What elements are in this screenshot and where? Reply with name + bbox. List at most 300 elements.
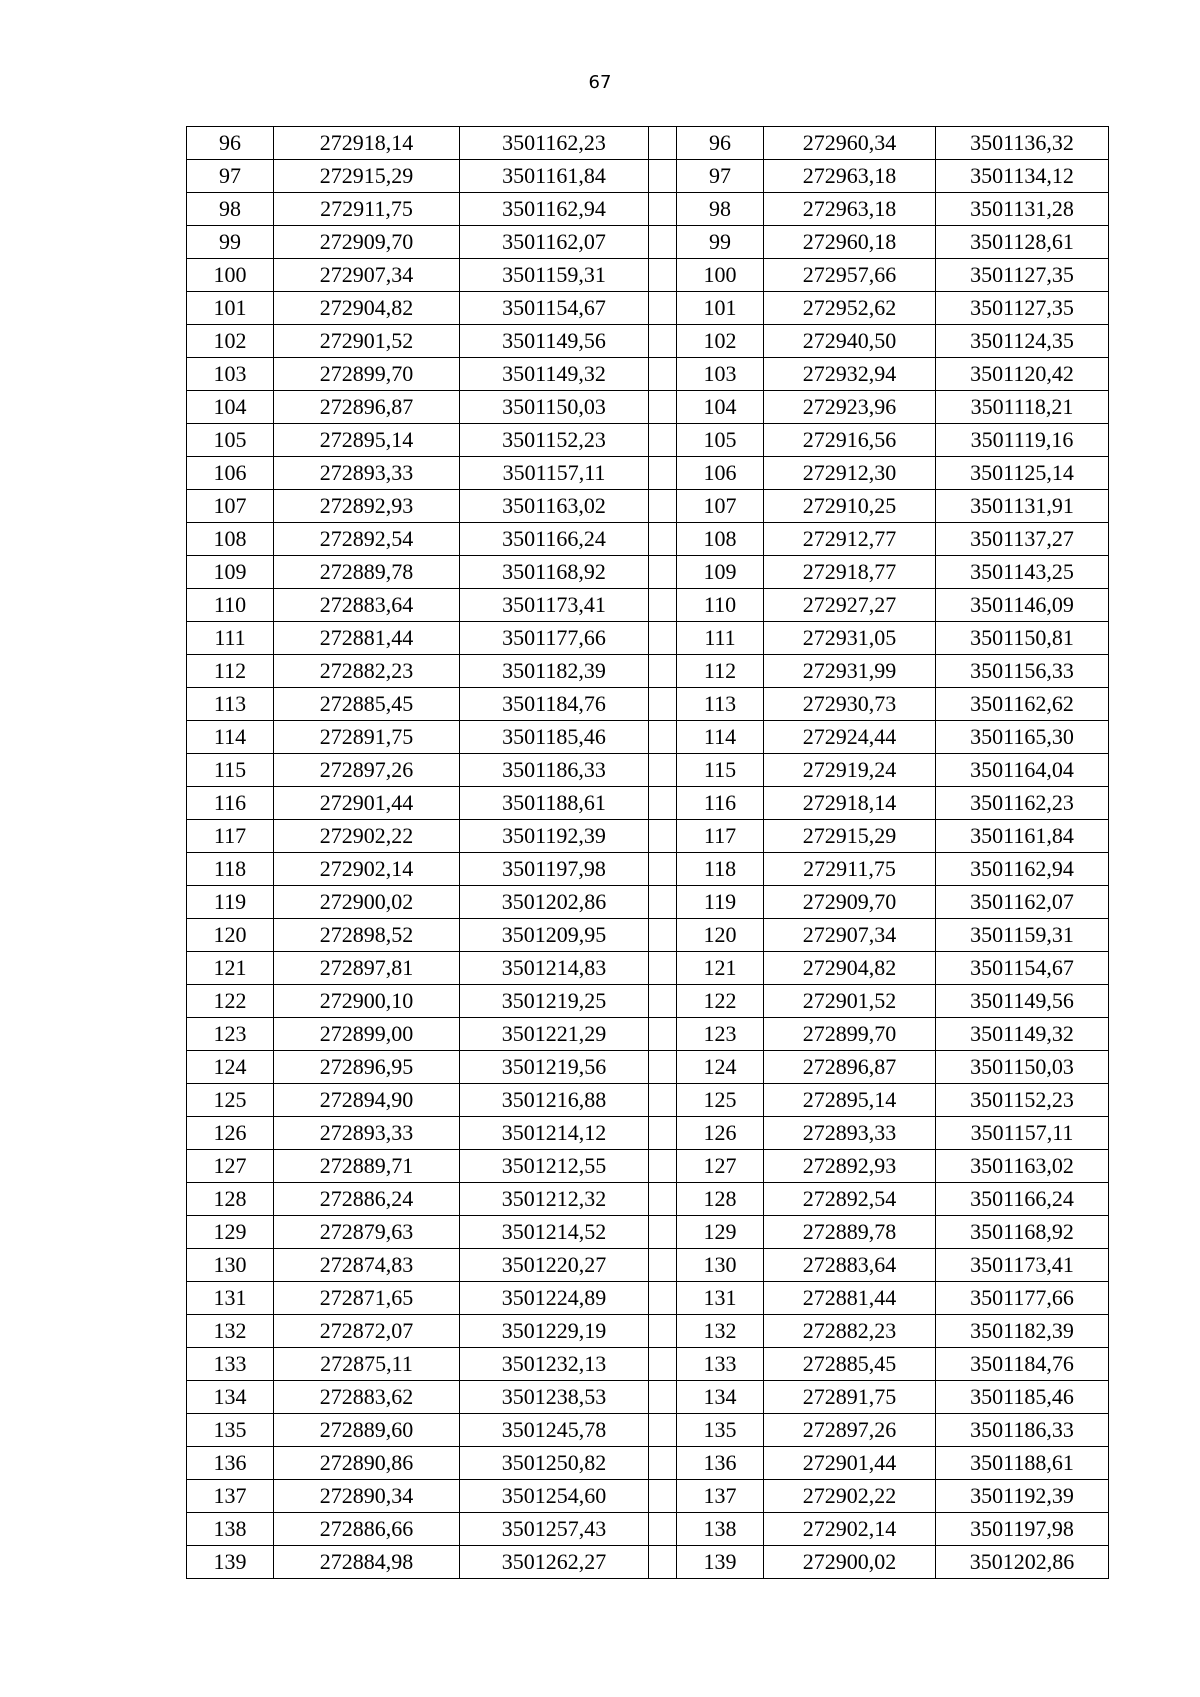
left-point-number-cell: 122 — [187, 985, 274, 1018]
right-x-coordinate-cell: 272940,50 — [764, 325, 936, 358]
left-point-number-cell: 120 — [187, 919, 274, 952]
right-point-number-cell: 100 — [677, 259, 764, 292]
left-y-coordinate-cell: 3501185,46 — [460, 721, 649, 754]
table-row — [187, 226, 1109, 259]
left-x-coordinate-cell: 272886,66 — [274, 1513, 460, 1546]
left-x-coordinate-cell: 272872,07 — [274, 1315, 460, 1348]
right-y-coordinate-cell: 3501127,35 — [936, 259, 1109, 292]
left-point-number-cell: 130 — [187, 1249, 274, 1282]
right-y-coordinate-cell: 3501149,32 — [936, 1018, 1109, 1051]
left-y-coordinate-cell: 3501250,82 — [460, 1447, 649, 1480]
separator-cell — [649, 1084, 677, 1117]
separator-cell — [649, 1183, 677, 1216]
left-x-coordinate-cell: 272889,71 — [274, 1150, 460, 1183]
table-row — [187, 754, 1109, 787]
left-point-number-cell: 115 — [187, 754, 274, 787]
right-point-number-cell: 117 — [677, 820, 764, 853]
separator-cell — [649, 754, 677, 787]
left-x-coordinate-cell: 272902,14 — [274, 853, 460, 886]
left-point-number-cell: 121 — [187, 952, 274, 985]
right-point-number-cell: 135 — [677, 1414, 764, 1447]
right-point-number-cell: 120 — [677, 919, 764, 952]
right-y-coordinate-cell: 3501152,23 — [936, 1084, 1109, 1117]
right-point-number-cell: 126 — [677, 1117, 764, 1150]
left-y-coordinate-cell: 3501202,86 — [460, 886, 649, 919]
separator-cell — [649, 1051, 677, 1084]
left-x-coordinate-cell: 272890,86 — [274, 1447, 460, 1480]
right-x-coordinate-cell: 272891,75 — [764, 1381, 936, 1414]
left-y-coordinate-cell: 3501245,78 — [460, 1414, 649, 1447]
right-point-number-cell: 99 — [677, 226, 764, 259]
right-y-coordinate-cell: 3501182,39 — [936, 1315, 1109, 1348]
right-y-coordinate-cell: 3501188,61 — [936, 1447, 1109, 1480]
separator-cell — [649, 853, 677, 886]
table-row — [187, 1150, 1109, 1183]
left-point-number-cell: 119 — [187, 886, 274, 919]
left-y-coordinate-cell: 3501232,13 — [460, 1348, 649, 1381]
right-y-coordinate-cell: 3501136,32 — [936, 127, 1109, 160]
table-row — [187, 1084, 1109, 1117]
left-point-number-cell: 111 — [187, 622, 274, 655]
right-y-coordinate-cell: 3501162,23 — [936, 787, 1109, 820]
separator-cell — [649, 589, 677, 622]
table-row — [187, 358, 1109, 391]
table-row — [187, 985, 1109, 1018]
left-y-coordinate-cell: 3501157,11 — [460, 457, 649, 490]
left-x-coordinate-cell: 272896,87 — [274, 391, 460, 424]
left-y-coordinate-cell: 3501168,92 — [460, 556, 649, 589]
left-y-coordinate-cell: 3501159,31 — [460, 259, 649, 292]
left-y-coordinate-cell: 3501219,56 — [460, 1051, 649, 1084]
right-x-coordinate-cell: 272892,93 — [764, 1150, 936, 1183]
left-x-coordinate-cell: 272892,93 — [274, 490, 460, 523]
right-y-coordinate-cell: 3501118,21 — [936, 391, 1109, 424]
right-x-coordinate-cell: 272902,22 — [764, 1480, 936, 1513]
right-x-coordinate-cell: 272963,18 — [764, 160, 936, 193]
right-point-number-cell: 116 — [677, 787, 764, 820]
left-y-coordinate-cell: 3501161,84 — [460, 160, 649, 193]
left-y-coordinate-cell: 3501150,03 — [460, 391, 649, 424]
table-row — [187, 490, 1109, 523]
right-x-coordinate-cell: 272907,34 — [764, 919, 936, 952]
table-row — [187, 1249, 1109, 1282]
right-x-coordinate-cell: 272901,44 — [764, 1447, 936, 1480]
right-point-number-cell: 97 — [677, 160, 764, 193]
left-point-number-cell: 104 — [187, 391, 274, 424]
table-row — [187, 325, 1109, 358]
right-point-number-cell: 108 — [677, 523, 764, 556]
right-x-coordinate-cell: 272893,33 — [764, 1117, 936, 1150]
left-x-coordinate-cell: 272885,45 — [274, 688, 460, 721]
left-y-coordinate-cell: 3501214,83 — [460, 952, 649, 985]
right-x-coordinate-cell: 272911,75 — [764, 853, 936, 886]
left-point-number-cell: 112 — [187, 655, 274, 688]
left-point-number-cell: 106 — [187, 457, 274, 490]
separator-cell — [649, 655, 677, 688]
right-x-coordinate-cell: 272910,25 — [764, 490, 936, 523]
left-point-number-cell: 101 — [187, 292, 274, 325]
left-x-coordinate-cell: 272882,23 — [274, 655, 460, 688]
right-y-coordinate-cell: 3501186,33 — [936, 1414, 1109, 1447]
left-y-coordinate-cell: 3501192,39 — [460, 820, 649, 853]
right-point-number-cell: 132 — [677, 1315, 764, 1348]
right-y-coordinate-cell: 3501202,86 — [936, 1546, 1109, 1579]
right-point-number-cell: 130 — [677, 1249, 764, 1282]
left-point-number-cell: 117 — [187, 820, 274, 853]
right-y-coordinate-cell: 3501150,81 — [936, 622, 1109, 655]
left-x-coordinate-cell: 272896,95 — [274, 1051, 460, 1084]
separator-cell — [649, 622, 677, 655]
right-point-number-cell: 125 — [677, 1084, 764, 1117]
right-point-number-cell: 122 — [677, 985, 764, 1018]
left-x-coordinate-cell: 272893,33 — [274, 457, 460, 490]
left-y-coordinate-cell: 3501257,43 — [460, 1513, 649, 1546]
left-x-coordinate-cell: 272894,90 — [274, 1084, 460, 1117]
left-y-coordinate-cell: 3501212,32 — [460, 1183, 649, 1216]
left-point-number-cell: 110 — [187, 589, 274, 622]
table-row — [187, 1513, 1109, 1546]
table-row — [187, 127, 1109, 160]
left-point-number-cell: 134 — [187, 1381, 274, 1414]
left-x-coordinate-cell: 272902,22 — [274, 820, 460, 853]
left-x-coordinate-cell: 272897,81 — [274, 952, 460, 985]
left-x-coordinate-cell: 272886,24 — [274, 1183, 460, 1216]
right-x-coordinate-cell: 272892,54 — [764, 1183, 936, 1216]
table-row — [187, 1480, 1109, 1513]
table-row — [187, 523, 1109, 556]
table-row — [187, 1051, 1109, 1084]
right-x-coordinate-cell: 272882,23 — [764, 1315, 936, 1348]
separator-cell — [649, 1447, 677, 1480]
right-x-coordinate-cell: 272919,24 — [764, 754, 936, 787]
right-x-coordinate-cell: 272901,52 — [764, 985, 936, 1018]
table-row — [187, 1183, 1109, 1216]
right-point-number-cell: 138 — [677, 1513, 764, 1546]
right-point-number-cell: 105 — [677, 424, 764, 457]
right-y-coordinate-cell: 3501165,30 — [936, 721, 1109, 754]
left-point-number-cell: 108 — [187, 523, 274, 556]
right-point-number-cell: 114 — [677, 721, 764, 754]
table-row — [187, 391, 1109, 424]
left-point-number-cell: 114 — [187, 721, 274, 754]
left-x-coordinate-cell: 272907,34 — [274, 259, 460, 292]
left-y-coordinate-cell: 3501197,98 — [460, 853, 649, 886]
left-y-coordinate-cell: 3501229,19 — [460, 1315, 649, 1348]
separator-cell — [649, 1381, 677, 1414]
left-y-coordinate-cell: 3501214,52 — [460, 1216, 649, 1249]
left-point-number-cell: 105 — [187, 424, 274, 457]
left-point-number-cell: 99 — [187, 226, 274, 259]
right-y-coordinate-cell: 3501134,12 — [936, 160, 1109, 193]
left-point-number-cell: 135 — [187, 1414, 274, 1447]
left-y-coordinate-cell: 3501216,88 — [460, 1084, 649, 1117]
separator-cell — [649, 952, 677, 985]
left-y-coordinate-cell: 3501188,61 — [460, 787, 649, 820]
left-point-number-cell: 128 — [187, 1183, 274, 1216]
right-x-coordinate-cell: 272930,73 — [764, 688, 936, 721]
right-x-coordinate-cell: 272963,18 — [764, 193, 936, 226]
left-y-coordinate-cell: 3501254,60 — [460, 1480, 649, 1513]
left-point-number-cell: 127 — [187, 1150, 274, 1183]
right-point-number-cell: 131 — [677, 1282, 764, 1315]
coordinates-table — [186, 126, 1109, 1579]
left-x-coordinate-cell: 272915,29 — [274, 160, 460, 193]
right-point-number-cell: 110 — [677, 589, 764, 622]
right-x-coordinate-cell: 272889,78 — [764, 1216, 936, 1249]
left-x-coordinate-cell: 272889,78 — [274, 556, 460, 589]
right-y-coordinate-cell: 3501161,84 — [936, 820, 1109, 853]
right-y-coordinate-cell: 3501168,92 — [936, 1216, 1109, 1249]
left-point-number-cell: 96 — [187, 127, 274, 160]
left-point-number-cell: 113 — [187, 688, 274, 721]
right-point-number-cell: 129 — [677, 1216, 764, 1249]
right-x-coordinate-cell: 272957,66 — [764, 259, 936, 292]
table-row — [187, 1348, 1109, 1381]
left-y-coordinate-cell: 3501220,27 — [460, 1249, 649, 1282]
table-row — [187, 622, 1109, 655]
page-number: 67 — [588, 72, 612, 93]
right-y-coordinate-cell: 3501120,42 — [936, 358, 1109, 391]
left-x-coordinate-cell: 272881,44 — [274, 622, 460, 655]
left-x-coordinate-cell: 272899,70 — [274, 358, 460, 391]
left-point-number-cell: 102 — [187, 325, 274, 358]
right-x-coordinate-cell: 272897,26 — [764, 1414, 936, 1447]
left-y-coordinate-cell: 3501182,39 — [460, 655, 649, 688]
left-x-coordinate-cell: 272901,44 — [274, 787, 460, 820]
right-y-coordinate-cell: 3501124,35 — [936, 325, 1109, 358]
right-y-coordinate-cell: 3501177,66 — [936, 1282, 1109, 1315]
separator-cell — [649, 1480, 677, 1513]
table-row — [187, 292, 1109, 325]
left-y-coordinate-cell: 3501209,95 — [460, 919, 649, 952]
right-y-coordinate-cell: 3501157,11 — [936, 1117, 1109, 1150]
separator-cell — [649, 919, 677, 952]
separator-cell — [649, 259, 677, 292]
left-y-coordinate-cell: 3501152,23 — [460, 424, 649, 457]
separator-cell — [649, 1117, 677, 1150]
left-x-coordinate-cell: 272879,63 — [274, 1216, 460, 1249]
separator-cell — [649, 820, 677, 853]
left-x-coordinate-cell: 272883,64 — [274, 589, 460, 622]
right-x-coordinate-cell: 272960,18 — [764, 226, 936, 259]
left-x-coordinate-cell: 272897,26 — [274, 754, 460, 787]
table-row — [187, 589, 1109, 622]
right-x-coordinate-cell: 272915,29 — [764, 820, 936, 853]
table-row — [187, 1216, 1109, 1249]
table-row — [187, 457, 1109, 490]
left-x-coordinate-cell: 272871,65 — [274, 1282, 460, 1315]
right-point-number-cell: 121 — [677, 952, 764, 985]
separator-cell — [649, 1546, 677, 1579]
right-x-coordinate-cell: 272881,44 — [764, 1282, 936, 1315]
right-y-coordinate-cell: 3501162,07 — [936, 886, 1109, 919]
separator-cell — [649, 1348, 677, 1381]
left-y-coordinate-cell: 3501162,94 — [460, 193, 649, 226]
right-y-coordinate-cell: 3501149,56 — [936, 985, 1109, 1018]
separator-cell — [649, 490, 677, 523]
right-x-coordinate-cell: 272952,62 — [764, 292, 936, 325]
right-point-number-cell: 124 — [677, 1051, 764, 1084]
table-row — [187, 952, 1109, 985]
left-y-coordinate-cell: 3501219,25 — [460, 985, 649, 1018]
left-point-number-cell: 107 — [187, 490, 274, 523]
right-y-coordinate-cell: 3501156,33 — [936, 655, 1109, 688]
left-x-coordinate-cell: 272911,75 — [274, 193, 460, 226]
left-x-coordinate-cell: 272904,82 — [274, 292, 460, 325]
right-x-coordinate-cell: 272931,05 — [764, 622, 936, 655]
table-row — [187, 160, 1109, 193]
right-y-coordinate-cell: 3501166,24 — [936, 1183, 1109, 1216]
separator-cell — [649, 688, 677, 721]
left-point-number-cell: 125 — [187, 1084, 274, 1117]
left-y-coordinate-cell: 3501184,76 — [460, 688, 649, 721]
right-x-coordinate-cell: 272900,02 — [764, 1546, 936, 1579]
left-x-coordinate-cell: 272899,00 — [274, 1018, 460, 1051]
table-row — [187, 1546, 1109, 1579]
table-row — [187, 721, 1109, 754]
table-row — [187, 1282, 1109, 1315]
left-point-number-cell: 124 — [187, 1051, 274, 1084]
left-point-number-cell: 116 — [187, 787, 274, 820]
right-x-coordinate-cell: 272909,70 — [764, 886, 936, 919]
table-row — [187, 1447, 1109, 1480]
left-x-coordinate-cell: 272898,52 — [274, 919, 460, 952]
separator-cell — [649, 1150, 677, 1183]
right-point-number-cell: 118 — [677, 853, 764, 886]
right-y-coordinate-cell: 3501192,39 — [936, 1480, 1109, 1513]
right-point-number-cell: 133 — [677, 1348, 764, 1381]
coordinates-table-body — [187, 127, 1109, 1579]
separator-cell — [649, 127, 677, 160]
left-point-number-cell: 98 — [187, 193, 274, 226]
right-x-coordinate-cell: 272896,87 — [764, 1051, 936, 1084]
left-y-coordinate-cell: 3501173,41 — [460, 589, 649, 622]
separator-cell — [649, 1018, 677, 1051]
left-y-coordinate-cell: 3501221,29 — [460, 1018, 649, 1051]
left-point-number-cell: 97 — [187, 160, 274, 193]
table-row — [187, 787, 1109, 820]
table-row — [187, 853, 1109, 886]
right-point-number-cell: 123 — [677, 1018, 764, 1051]
right-x-coordinate-cell: 272932,94 — [764, 358, 936, 391]
table-row — [187, 886, 1109, 919]
right-point-number-cell: 104 — [677, 391, 764, 424]
right-y-coordinate-cell: 3501173,41 — [936, 1249, 1109, 1282]
separator-cell — [649, 1414, 677, 1447]
table-row — [187, 556, 1109, 589]
right-point-number-cell: 137 — [677, 1480, 764, 1513]
left-x-coordinate-cell: 272893,33 — [274, 1117, 460, 1150]
table-row — [187, 1381, 1109, 1414]
separator-cell — [649, 160, 677, 193]
separator-cell — [649, 1282, 677, 1315]
left-point-number-cell: 137 — [187, 1480, 274, 1513]
right-y-coordinate-cell: 3501128,61 — [936, 226, 1109, 259]
left-x-coordinate-cell: 272901,52 — [274, 325, 460, 358]
left-x-coordinate-cell: 272874,83 — [274, 1249, 460, 1282]
left-point-number-cell: 103 — [187, 358, 274, 391]
left-y-coordinate-cell: 3501238,53 — [460, 1381, 649, 1414]
separator-cell — [649, 358, 677, 391]
left-point-number-cell: 100 — [187, 259, 274, 292]
right-x-coordinate-cell: 272918,14 — [764, 787, 936, 820]
left-y-coordinate-cell: 3501262,27 — [460, 1546, 649, 1579]
left-x-coordinate-cell: 272891,75 — [274, 721, 460, 754]
left-y-coordinate-cell: 3501212,55 — [460, 1150, 649, 1183]
right-point-number-cell: 139 — [677, 1546, 764, 1579]
right-point-number-cell: 103 — [677, 358, 764, 391]
right-point-number-cell: 112 — [677, 655, 764, 688]
left-y-coordinate-cell: 3501163,02 — [460, 490, 649, 523]
left-y-coordinate-cell: 3501154,67 — [460, 292, 649, 325]
right-y-coordinate-cell: 3501131,91 — [936, 490, 1109, 523]
right-y-coordinate-cell: 3501159,31 — [936, 919, 1109, 952]
left-x-coordinate-cell: 272895,14 — [274, 424, 460, 457]
left-point-number-cell: 118 — [187, 853, 274, 886]
left-point-number-cell: 131 — [187, 1282, 274, 1315]
right-y-coordinate-cell: 3501127,35 — [936, 292, 1109, 325]
table-row — [187, 193, 1109, 226]
left-x-coordinate-cell: 272909,70 — [274, 226, 460, 259]
table-row — [187, 259, 1109, 292]
right-y-coordinate-cell: 3501131,28 — [936, 193, 1109, 226]
right-point-number-cell: 102 — [677, 325, 764, 358]
right-x-coordinate-cell: 272899,70 — [764, 1018, 936, 1051]
right-x-coordinate-cell: 272924,44 — [764, 721, 936, 754]
right-x-coordinate-cell: 272904,82 — [764, 952, 936, 985]
right-point-number-cell: 136 — [677, 1447, 764, 1480]
right-point-number-cell: 96 — [677, 127, 764, 160]
left-x-coordinate-cell: 272889,60 — [274, 1414, 460, 1447]
table-row — [187, 688, 1109, 721]
separator-cell — [649, 1216, 677, 1249]
separator-cell — [649, 193, 677, 226]
left-point-number-cell: 136 — [187, 1447, 274, 1480]
right-x-coordinate-cell: 272912,30 — [764, 457, 936, 490]
right-y-coordinate-cell: 3501162,94 — [936, 853, 1109, 886]
left-x-coordinate-cell: 272900,02 — [274, 886, 460, 919]
table-row — [187, 919, 1109, 952]
table-row — [187, 1117, 1109, 1150]
left-point-number-cell: 132 — [187, 1315, 274, 1348]
right-point-number-cell: 119 — [677, 886, 764, 919]
separator-cell — [649, 391, 677, 424]
right-y-coordinate-cell: 3501164,04 — [936, 754, 1109, 787]
right-x-coordinate-cell: 272885,45 — [764, 1348, 936, 1381]
right-y-coordinate-cell: 3501146,09 — [936, 589, 1109, 622]
right-point-number-cell: 111 — [677, 622, 764, 655]
table-row — [187, 1315, 1109, 1348]
right-x-coordinate-cell: 272895,14 — [764, 1084, 936, 1117]
right-point-number-cell: 98 — [677, 193, 764, 226]
right-point-number-cell: 127 — [677, 1150, 764, 1183]
right-y-coordinate-cell: 3501162,62 — [936, 688, 1109, 721]
right-y-coordinate-cell: 3501137,27 — [936, 523, 1109, 556]
right-point-number-cell: 109 — [677, 556, 764, 589]
separator-cell — [649, 886, 677, 919]
left-x-coordinate-cell: 272918,14 — [274, 127, 460, 160]
left-x-coordinate-cell: 272900,10 — [274, 985, 460, 1018]
right-x-coordinate-cell: 272931,99 — [764, 655, 936, 688]
separator-cell — [649, 1249, 677, 1282]
separator-cell — [649, 556, 677, 589]
left-y-coordinate-cell: 3501186,33 — [460, 754, 649, 787]
table-row — [187, 820, 1109, 853]
right-x-coordinate-cell: 272916,56 — [764, 424, 936, 457]
right-x-coordinate-cell: 272902,14 — [764, 1513, 936, 1546]
separator-cell — [649, 787, 677, 820]
separator-cell — [649, 985, 677, 1018]
